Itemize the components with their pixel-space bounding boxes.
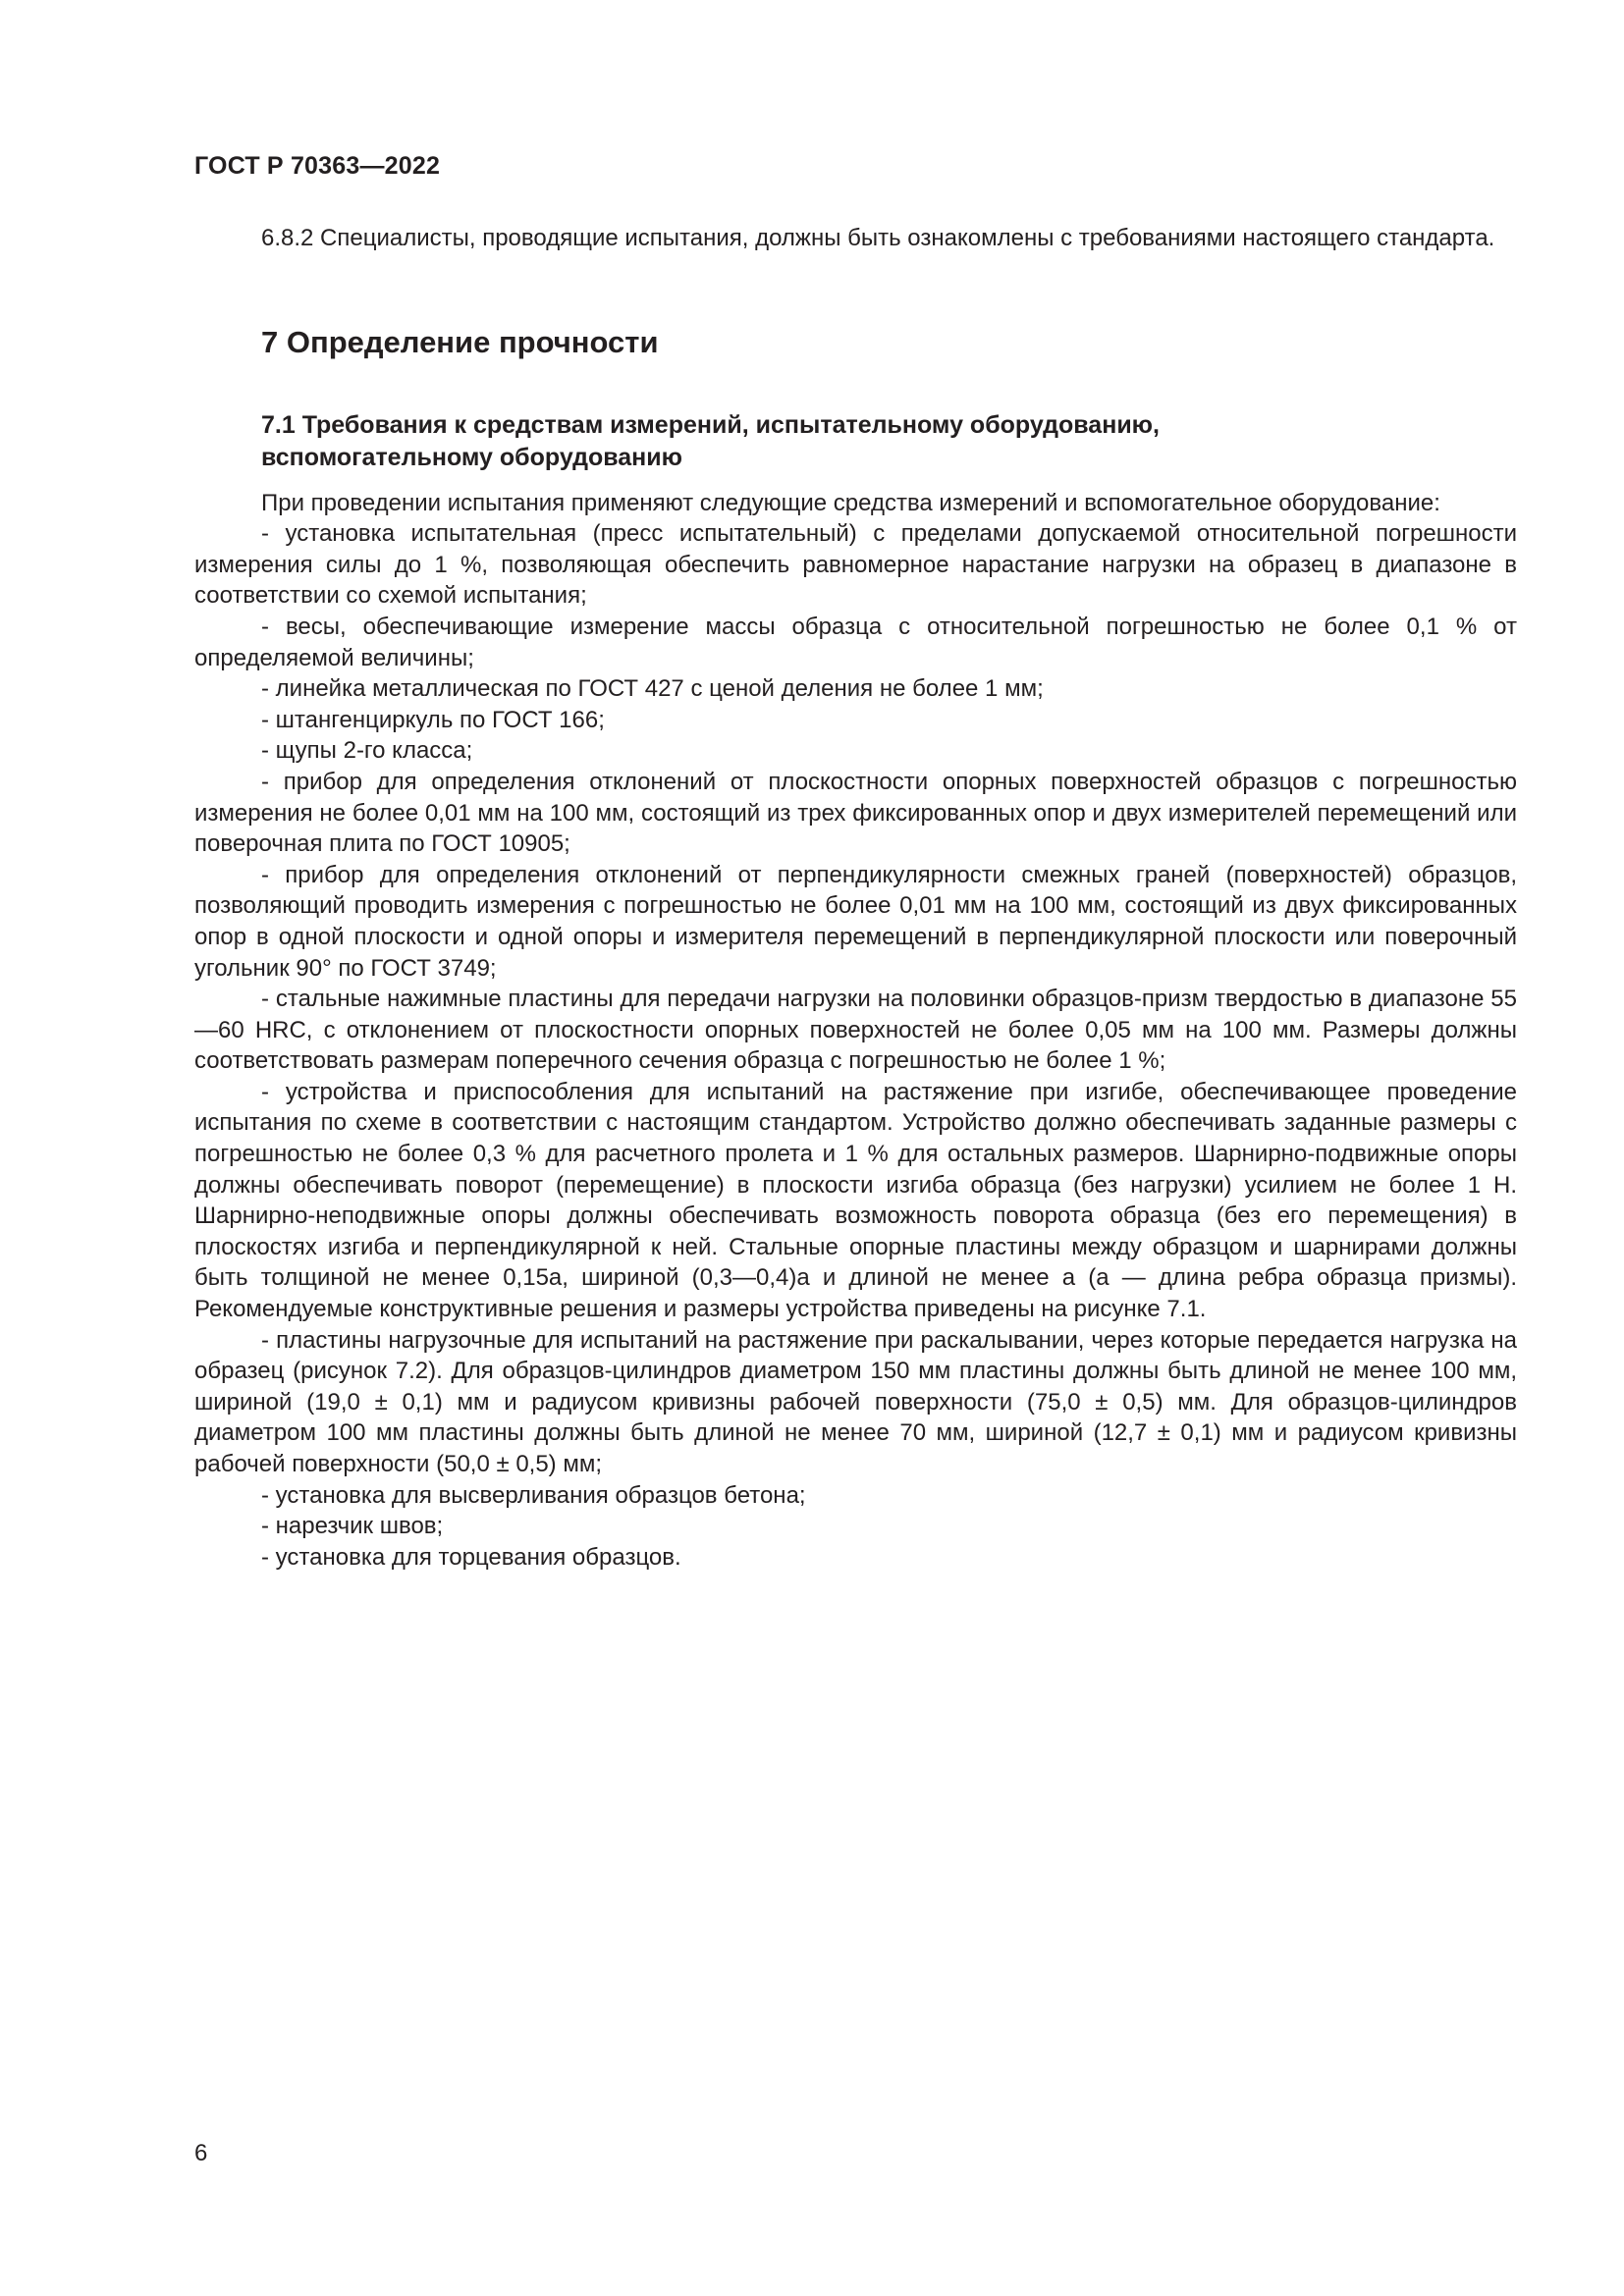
- list-item: - установка для торцевания образцов.: [261, 1543, 681, 1571]
- intro-paragraph: 6.8.2 Специалисты, проводящие испытания, должны быть ознакомлены с требованиями настоящего стандарта.: [261, 225, 1495, 251]
- subsection-title: [261, 409, 1517, 474]
- list-item: - прибор для определения отклонений от плоскостности опорных поверхностей образцов с погрешностью измерения не более 0,01 мм на 100 мм, состоящий из трех фиксированных опор и двух измерителей перемещений или поверочная плита по ГОСТ 10905;: [194, 768, 1517, 858]
- page-number: 6: [194, 2140, 208, 2166]
- document-body: [194, 223, 1517, 1573]
- list-item: - устройства и приспособления для испытаний на растяжение при изгибе, обеспечивающее проведение испытания по схеме в соответствии с настоящим стандартом. Устройство должно обеспечивать заданные размеры с погрешностью не более 0,3 % для расчетного пролета и 1 % для остальных размеров. Шарнирно-подвижные опоры должны обеспечивать поворот (перемещение) в плоскости изгиба образца (без нагрузки) усилием не более 1 Н. Шарнирно-неподвижные опоры должны обеспечивать возможность поворота образца (без его перемещения) в плоскостях изгиба и перпендикулярной к ней. Стальные опорные пластины между образцом и шарнирами должны быть толщиной не менее 0,15а, шириной (0,3—0,4)а и длиной не менее а (а — длина ребра образца призмы). Рекомендуемые конструктивные решения и размеры устройства приведены на рисунке 7.1.: [194, 1078, 1517, 1323]
- list-item: - установка испытательная (пресс испытательный) с пределами допускаемой относительной погрешности измерения силы до 1 %, позволяющая обеспечить равномерное нарастание нагрузки на образец в диапазоне в соответствии со схемой испытания;: [194, 520, 1517, 610]
- lead-paragraph: При проведении испытания применяют следующие средства измерений и вспомогательное оборудование:: [261, 489, 1440, 516]
- list-item: - линейка металлическая по ГОСТ 427 с ценой деления не более 1 мм;: [261, 675, 1044, 703]
- list-item: - стальные нажимные пластины для передачи нагрузки на половинки образцов-призм твердостью в диапазоне 55—60 HRC, с отклонением от плоскостности опорных поверхностей не более 0,05 мм на 100 мм. Размеры должны соответствовать размерам поперечного сечения образца с погрешностью не более 1 %;: [194, 986, 1517, 1075]
- list-item: - щупы 2-го класса;: [261, 737, 473, 765]
- list-item: - прибор для определения отклонений от перпендикулярности смежных граней (поверхностей) образцов, позволяющий проводить измерения с погрешностью не более 0,01 мм на 100 мм, состоящий из двух фиксированных опор в одной плоскости и одной опоры и измерителя перемещений в перпендикулярной плоскости или поверочный угольник 90° по ГОСТ 3749;: [194, 861, 1517, 982]
- list-item: - нарезчик швов;: [261, 1513, 444, 1540]
- section-title: 7 Определение прочности: [261, 324, 659, 359]
- list-item: - весы, обеспечивающие измерение массы образца с относительной погрешностью не более 0,1 % от определяемой величины;: [194, 613, 1517, 671]
- document-header: ГОСТ Р 70363—2022: [194, 152, 441, 180]
- subsection-title-line2: вспомогательному оборудованию: [261, 443, 683, 471]
- list-item: - штангенциркуль по ГОСТ 166;: [261, 706, 605, 733]
- subsection-title-line1: 7.1 Требования к средствам измерений, испытательному оборудованию,: [261, 410, 1160, 439]
- list-item: - установка для высверливания образцов бетона;: [261, 1481, 806, 1509]
- equipment-list: [194, 518, 1517, 1573]
- list-item: - пластины нагрузочные для испытаний на растяжение при раскалывании, через которые передается нагрузка на образец (рисунок 7.2). Для образцов-цилиндров диаметром 150 мм пластины должны быть длиной не менее 100 мм, шириной (19,0 ± 0,1) мм и радиусом кривизны рабочей поверхности (75,0 ± 0,5) мм. Для образцов-цилиндров диаметром 100 мм пластины должны быть длиной не менее 70 мм, шириной (12,7 ± 0,1) мм и радиусом кривизны рабочей поверхности (50,0 ± 0,5) мм;: [194, 1326, 1517, 1477]
